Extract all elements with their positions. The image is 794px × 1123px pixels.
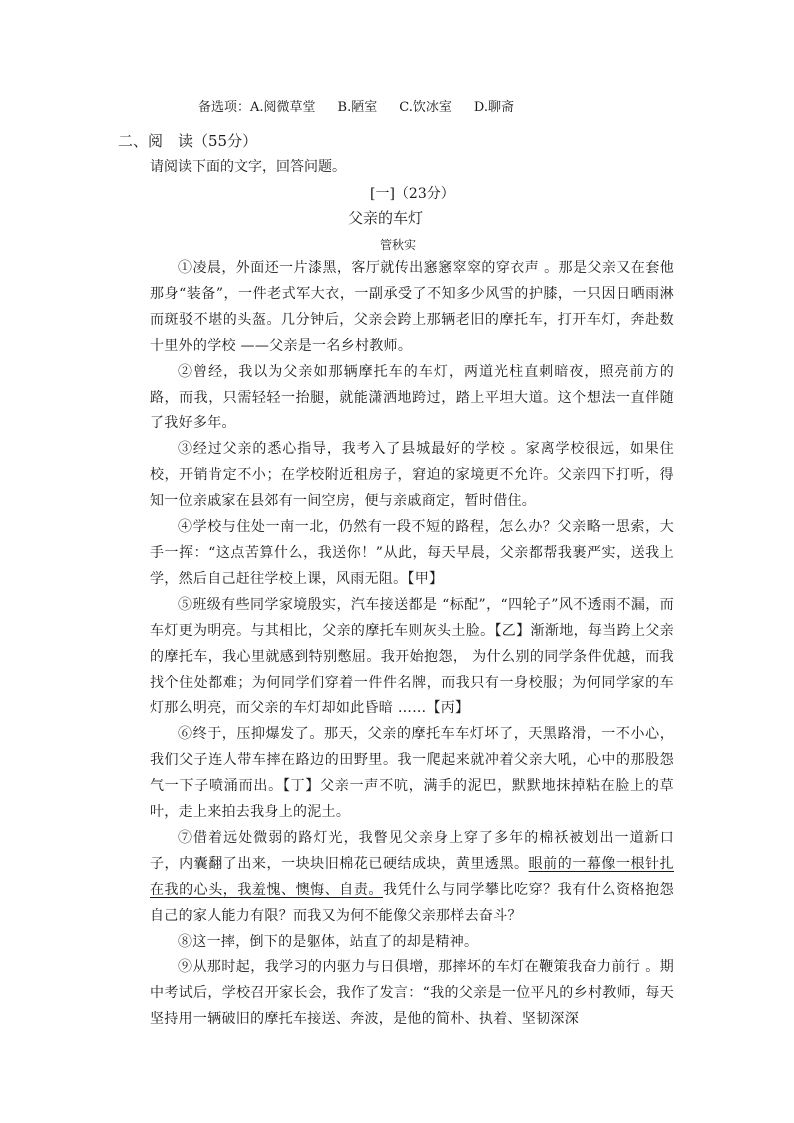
paragraph-4: ④学校与住处一南一北，仍然有一段不短的路程，怎么办？父亲略一思索，大手一挥：“这点苦算什么，我送你！”从此，每天早晨，父亲都帮我裹严实，送我上学，然后自己赶往学校上课，风雨无阻。【甲】 (150, 519, 674, 587)
option-b: B.陋室 (337, 100, 378, 115)
paragraph-7-tail: 我凭什么与同学攀比吃穿？我有什么资格抱怨自己的家人能力有限？而我又为何不能像父亲那样去奋斗？ (150, 881, 674, 924)
passage-subheading: [一]（23分） (370, 186, 455, 202)
article-body (150, 256, 674, 1033)
paragraph-3: ③经过父亲的悉心指导，我考入了县城最好的学校 。家离学校很远，如果住校，开销肯定不小；在学校附近租房子，窘迫的家境更不允许。父亲四下打听，得知一位亲戚家在县郊有一间空房，便与亲戚商定，暂时借住。 (150, 441, 674, 510)
instruction: 请阅读下面的文字，回答问题。 (150, 159, 346, 175)
paragraph-6: ⑥终于，压抑爆发了。那天，父亲的摩托车车灯坏了，天黑路滑，一不小心，我们父子连人带车摔在路边的田野里。我一爬起来就冲着父亲大吼，心中的那股怨气一下子喷涌而出。【丁】父亲一声不吭，满手的泥巴，默默地抹掉粘在脸上的草叶，走上来拍去我身上的泥土。 (150, 726, 674, 821)
options-label: 备选项： (198, 100, 251, 115)
paragraph-9: ⑨从那时起，我学习的内驱力与日俱增，那摔坏的车灯在鞭策我奋力前行 。期中考试后，学校召开家长会，我作了发言：“我的父亲是一位平凡的乡村教师，每天坚持用一辆破旧的摩托车接送、奔波，是他的简朴、执着、坚韧深深 (150, 959, 674, 1028)
option-c: C.饮冰室 (399, 100, 452, 115)
underlined-sentence: 眼前的一幕像一根针扎在我的心头，我羞愧、懊悔、自责。 (150, 855, 674, 898)
passage-author: 管秋实 (380, 238, 417, 252)
option-d: D.聊斋 (473, 100, 514, 115)
paragraph-1: ①凌晨，外面还一片漆黑，客厅就传出窸窸窣窣的穿衣声 。那是父亲又在套他那身“装备”，一件老式军大衣，一副承受了不知多少风雪的护膝，一只因日晒雨淋而斑驳不堪的头盔。几分钟后，父亲会跨上那辆老旧的摩托车，打开车灯，奔赴数十里外的学校 ——父亲是一名乡村教师。 (150, 260, 674, 354)
paragraph-2: ②曾经，我以为父亲如那辆摩托车的车灯，两道光柱直刺暗夜，照亮前方的路，而我，只需轻轻一抬腿，就能潇洒地跨过，踏上平坦大道。这个想法一直伴随了我好多年。 (150, 363, 674, 432)
paragraph-8: ⑧这一摔，倒下的是躯体，站直了的却是精神。 (178, 933, 479, 950)
paragraph-5: ⑤班级有些同学家境殷实，汽车接送都是 “标配”，“四轮子”风不透雨不漏，而车灯更为明亮。与其相比，父亲的摩托车则灰头土脸。【乙】渐渐地，每当跨上父亲的摩托车，我心里就感到特别憋屈。我开始抱怨， 为什么别的同学条件优越，而我找个住处都难；为何同学们穿着一件件名牌，而我只有一身校服；为何同学家的车灯那么明亮，而父亲的车灯却如此昏暗 ……【丙】 (150, 596, 674, 717)
option-a: A.阅微草堂 (250, 100, 316, 115)
section-title: 二、阅 读（55分） (118, 132, 258, 150)
paragraph-7 (150, 826, 674, 930)
paragraph-7-text: ⑦借着远处微弱的路灯光，我瞥见父亲身上穿了多年的棉袄被划出一道新口子，内囊翻了出来，一块块旧棉花已硬结成块，黄里透黑。 (150, 829, 674, 872)
options-line (198, 98, 536, 118)
passage-title: 父亲的车灯 (348, 209, 424, 227)
